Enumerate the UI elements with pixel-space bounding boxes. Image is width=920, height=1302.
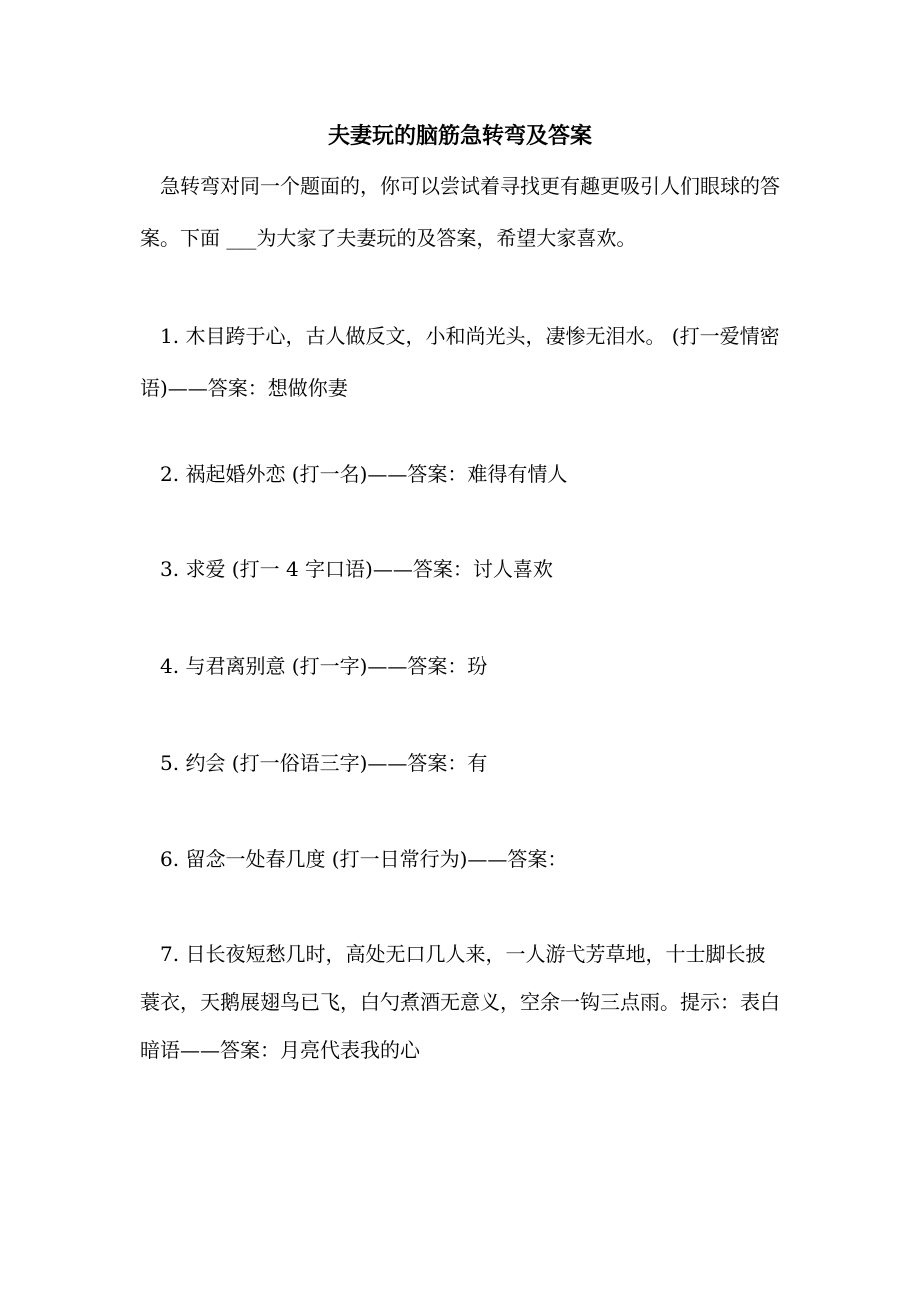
list-item [140, 930, 780, 1074]
item-number: 2. [160, 462, 180, 486]
item-text: 求爱 (打一 4 字口语)——答案：讨人喜欢 [185, 557, 553, 581]
list-item [140, 833, 780, 885]
page-title: 夫妻玩的脑筋急转弯及答案 [327, 123, 592, 149]
item-number: 1. [160, 324, 180, 348]
list-item [140, 737, 780, 789]
item-text: 日长夜短愁几时，高处无口几人来，一人游弋芳草地，十士脚长披蓑衣，天鹅展翅鸟已飞，白勺煮酒无意义，空余一钩三点雨。提示：表白暗语——答案：月亮代表我的心 [140, 942, 780, 1062]
list-item [140, 640, 780, 692]
list-item [140, 543, 780, 595]
list-item [140, 310, 780, 414]
item-number: 4. [160, 654, 180, 678]
item-text: 祸起婚外恋 (打一名)——答案：难得有情人 [185, 462, 568, 486]
item-number: 3. [160, 557, 180, 581]
item-text: 与君离别意 (打一字)——答案：玢 [185, 654, 488, 678]
item-number: 5. [160, 751, 180, 775]
item-number: 6. [160, 847, 180, 871]
list-item [140, 448, 780, 500]
intro-paragraph: 急转弯对同一个题面的，你可以尝试着寻找更有趣更吸引人们眼球的答案。下面 ___为大家了夫妻玩的及答案，希望大家喜欢。 [140, 174, 780, 250]
item-text: 约会 (打一俗语三字)——答案：有 [185, 751, 488, 775]
item-text: 木目跨于心，古人做反文，小和尚光头，凄惨无泪水。 (打一爱情密语)——答案：想做你妻 [140, 324, 780, 400]
item-text: 留念一处春几度 (打一日常行为)——答案： [185, 847, 568, 871]
item-number: 7. [160, 942, 180, 966]
